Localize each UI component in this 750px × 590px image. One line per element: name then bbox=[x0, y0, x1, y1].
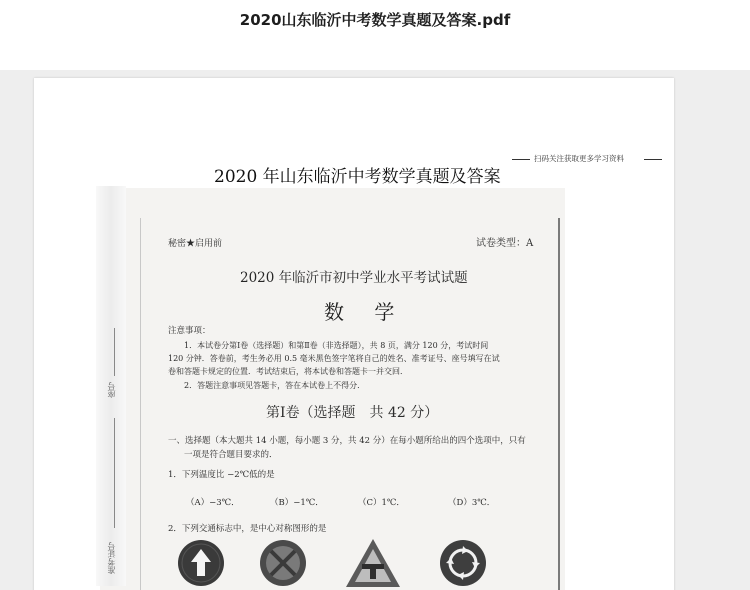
promo-banner bbox=[512, 152, 662, 166]
section-heading: 一、选择题（本大题共 14 小题，每小题 3 分，共 42 分）在每小题所给出的四个选项中，只有 bbox=[168, 436, 526, 446]
section-heading-cont: 一项是符合题目要求的． bbox=[184, 450, 278, 460]
pdf-viewer[interactable] bbox=[0, 70, 750, 590]
q1-option-a: （A）−3℃． bbox=[186, 498, 240, 508]
notice-line-4: 2．答题注意事项见答题卡，答在本试卷上不得分． bbox=[184, 381, 366, 390]
no-stopping-sign-icon bbox=[258, 537, 308, 589]
document-title: 2020山东临沂中考数学真题及答案.pdf bbox=[239, 11, 511, 29]
title-bar bbox=[0, 0, 750, 70]
roundabout-sign-icon bbox=[438, 537, 488, 589]
page-heading: 2020 年山东临沂中考数学真题及答案 bbox=[214, 167, 501, 187]
side-label-ticket: 准考证号 bbox=[107, 542, 116, 574]
up-arrow-sign-icon bbox=[176, 537, 226, 589]
volume-heading: 第Ⅰ卷（选择题 共 42 分） bbox=[266, 405, 439, 421]
promo-line-right bbox=[644, 159, 662, 160]
secret-mark: 秘密★启用前 bbox=[168, 239, 223, 249]
exam-title: 2020 年临沂市初中学业水平考试试题 bbox=[240, 270, 468, 286]
side-line bbox=[114, 418, 115, 528]
notice-heading: 注意事项： bbox=[168, 326, 211, 336]
promo-line-left bbox=[512, 159, 530, 160]
notice-line-3: 卷和答题卡规定的位置．考试结束后，将本试卷和答题卡一并交回． bbox=[168, 367, 408, 376]
promo-text: 扫码关注获取更多学习资料 bbox=[534, 154, 624, 163]
notice-line-1: 1．本试卷分第Ⅰ卷（选择题）和第Ⅱ卷（非选择题），共 8 页，满分 120 分，考试时间 bbox=[184, 341, 489, 350]
side-label-seat: 座号 bbox=[107, 382, 116, 398]
side-line bbox=[114, 328, 115, 376]
question-2: 2．下列交通标志中，是中心对称图形的是 bbox=[168, 524, 327, 534]
q1-option-b: （B）−1℃． bbox=[270, 498, 324, 508]
q1-option-d: （D）3℃． bbox=[448, 498, 496, 508]
paper-type: 试卷类型：A bbox=[476, 238, 534, 249]
q1-option-c: （C）1℃． bbox=[358, 498, 405, 508]
t-junction-warning-icon bbox=[344, 537, 402, 589]
subject-title: 数 学 bbox=[324, 300, 407, 324]
notice-line-2: 120 分钟．答卷前，考生务必用 0.5 毫米黑色签字笔将自己的姓名、准考证号、座号填写在试 bbox=[168, 354, 500, 363]
question-1: 1．下列温度比 −2℃低的是 bbox=[168, 470, 275, 480]
